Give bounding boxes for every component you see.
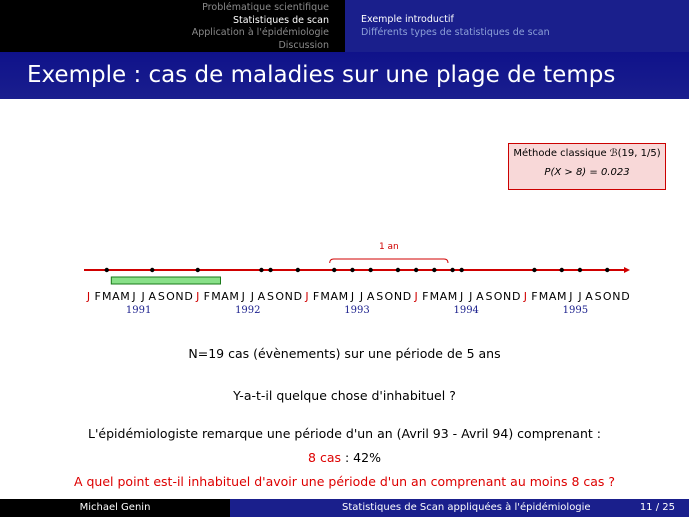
year-label: 1992 xyxy=(235,305,261,316)
month-letter: M xyxy=(211,290,221,303)
month-letter: J xyxy=(414,290,418,303)
month-letter: M xyxy=(338,290,349,303)
month-letter: J xyxy=(241,290,245,303)
method-box-line1: Méthode classique ℬ(19, 1/5) xyxy=(513,148,661,159)
month-letter: D xyxy=(512,290,521,303)
month-letter: S xyxy=(485,290,493,303)
month-letter: N xyxy=(503,290,512,303)
month-letter: J xyxy=(578,290,582,303)
year-label: 1991 xyxy=(125,305,152,316)
month-letter: M xyxy=(120,290,130,303)
month-letter: A xyxy=(476,290,484,303)
month-letter: A xyxy=(439,290,448,303)
event-dot xyxy=(450,268,454,272)
month-letter: J xyxy=(350,290,355,303)
cases-value: 8 cas xyxy=(308,450,342,465)
nav-section-3[interactable]: Discussion xyxy=(278,39,329,51)
footer-author: Michael Genin xyxy=(79,502,151,513)
footer-page-number: 11 / 25 xyxy=(639,502,675,513)
month-letter: J xyxy=(569,290,573,303)
month-letter: O xyxy=(166,290,175,303)
month-letter: M xyxy=(429,290,440,303)
month-letter: O xyxy=(602,290,612,303)
event-dot xyxy=(196,268,200,272)
month-letter: J xyxy=(86,290,91,303)
one-year-label: 1 an xyxy=(378,242,399,252)
month-letter: F xyxy=(422,290,429,303)
highlight-period xyxy=(111,277,220,284)
statement-cases xyxy=(0,450,689,465)
month-letter: A xyxy=(257,290,266,303)
month-letter: A xyxy=(112,290,120,303)
event-dot xyxy=(532,268,536,272)
month-letter: O xyxy=(493,290,503,303)
slide-title-bar xyxy=(0,52,689,99)
statement-observation: L'épidémiologiste remarque une période d'un an (Avril 93 - Avril 94) comprenant : xyxy=(88,426,601,441)
event-dot xyxy=(350,268,354,272)
month-letter: A xyxy=(330,290,339,303)
top-navigation-bar xyxy=(0,0,689,52)
nav-subsection-1[interactable]: Différents types de statistiques de scan xyxy=(361,26,550,38)
event-dot xyxy=(296,268,300,272)
month-letter: S xyxy=(376,290,384,303)
month-letter: N xyxy=(284,290,293,303)
event-dot xyxy=(105,268,109,272)
month-letter: M xyxy=(229,290,239,303)
cases-pct: : 42% xyxy=(341,450,381,465)
one-year-bracket xyxy=(330,259,448,263)
event-dot xyxy=(560,268,564,272)
year-label: 1993 xyxy=(344,305,370,316)
month-letter: F xyxy=(531,290,538,303)
month-letter: J xyxy=(460,290,464,303)
month-letter: N xyxy=(612,290,621,303)
month-letter: S xyxy=(267,290,275,303)
month-letter: A xyxy=(221,290,229,303)
month-letter: M xyxy=(320,290,330,303)
event-dot xyxy=(259,268,263,272)
event-dot xyxy=(368,268,372,272)
statement-question: Y-a-t-il quelque chose d'inhabituel ? xyxy=(233,388,456,403)
statement-main-question: A quel point est-il inhabituel d'avoir une période d'un an comprenant au moins 8 cas ? xyxy=(73,474,616,489)
event-dot xyxy=(268,268,272,272)
method-box xyxy=(508,143,666,190)
subsection-nav xyxy=(345,0,689,52)
month-letter: A xyxy=(366,290,375,303)
nav-section-2[interactable]: Application à l'épidémiologie xyxy=(191,27,329,38)
month-letter: S xyxy=(594,290,602,303)
section-nav xyxy=(0,0,345,52)
month-letter: D xyxy=(621,290,630,303)
timeline-figure xyxy=(0,230,689,320)
month-letter: J xyxy=(250,290,254,303)
event-dot xyxy=(332,268,336,272)
event-dot xyxy=(414,268,418,272)
month-letter: J xyxy=(305,290,309,303)
nav-section-1[interactable]: Statistiques de scan xyxy=(232,14,329,26)
footer xyxy=(0,499,689,517)
month-letter: A xyxy=(585,290,593,303)
month-letter: F xyxy=(94,290,101,303)
month-letter: O xyxy=(275,290,284,303)
event-dot xyxy=(459,268,463,272)
month-letter: N xyxy=(175,290,184,303)
month-letter: D xyxy=(293,290,303,303)
footer-talk-title: Statistiques de Scan appliquées à l'épidémiologie xyxy=(342,502,591,513)
month-letter: F xyxy=(312,290,320,303)
method-box-line2: P(X > 8) = 0.023 xyxy=(544,167,630,178)
nav-subsection-0[interactable]: Exemple introductif xyxy=(361,14,454,25)
event-dot xyxy=(432,268,436,272)
slide-title: Exemple : cas de maladies sur une plage de temps xyxy=(27,62,616,88)
month-letter: M xyxy=(557,290,567,303)
year-label: 1994 xyxy=(453,305,479,316)
month-letter: J xyxy=(523,290,527,303)
month-letter: F xyxy=(203,290,211,303)
month-letter: N xyxy=(393,290,403,303)
event-dot xyxy=(150,268,154,272)
month-letter: J xyxy=(132,290,136,303)
month-letter: J xyxy=(196,290,200,303)
year-label: 1995 xyxy=(562,305,589,316)
month-letter: M xyxy=(102,290,112,303)
month-letter: A xyxy=(548,290,557,303)
month-letter: J xyxy=(141,290,145,303)
month-letter: S xyxy=(157,290,165,303)
event-dot xyxy=(605,268,609,272)
statement-n-cases: N=19 cas (évènements) sur une période de 5 ans xyxy=(188,346,501,361)
month-letter: A xyxy=(148,290,157,303)
month-letter: M xyxy=(447,290,458,303)
month-letter: D xyxy=(184,290,193,303)
month-letter: M xyxy=(538,290,549,303)
footer-title-section xyxy=(230,499,689,517)
nav-section-0[interactable]: Problématique scientifique xyxy=(202,2,329,13)
month-letter: J xyxy=(359,290,364,303)
month-letter: J xyxy=(469,290,473,303)
axis-arrowhead xyxy=(624,267,630,273)
event-dot xyxy=(396,268,400,272)
event-dot xyxy=(578,268,582,272)
month-letter: O xyxy=(384,290,394,303)
month-letter: D xyxy=(402,290,412,303)
